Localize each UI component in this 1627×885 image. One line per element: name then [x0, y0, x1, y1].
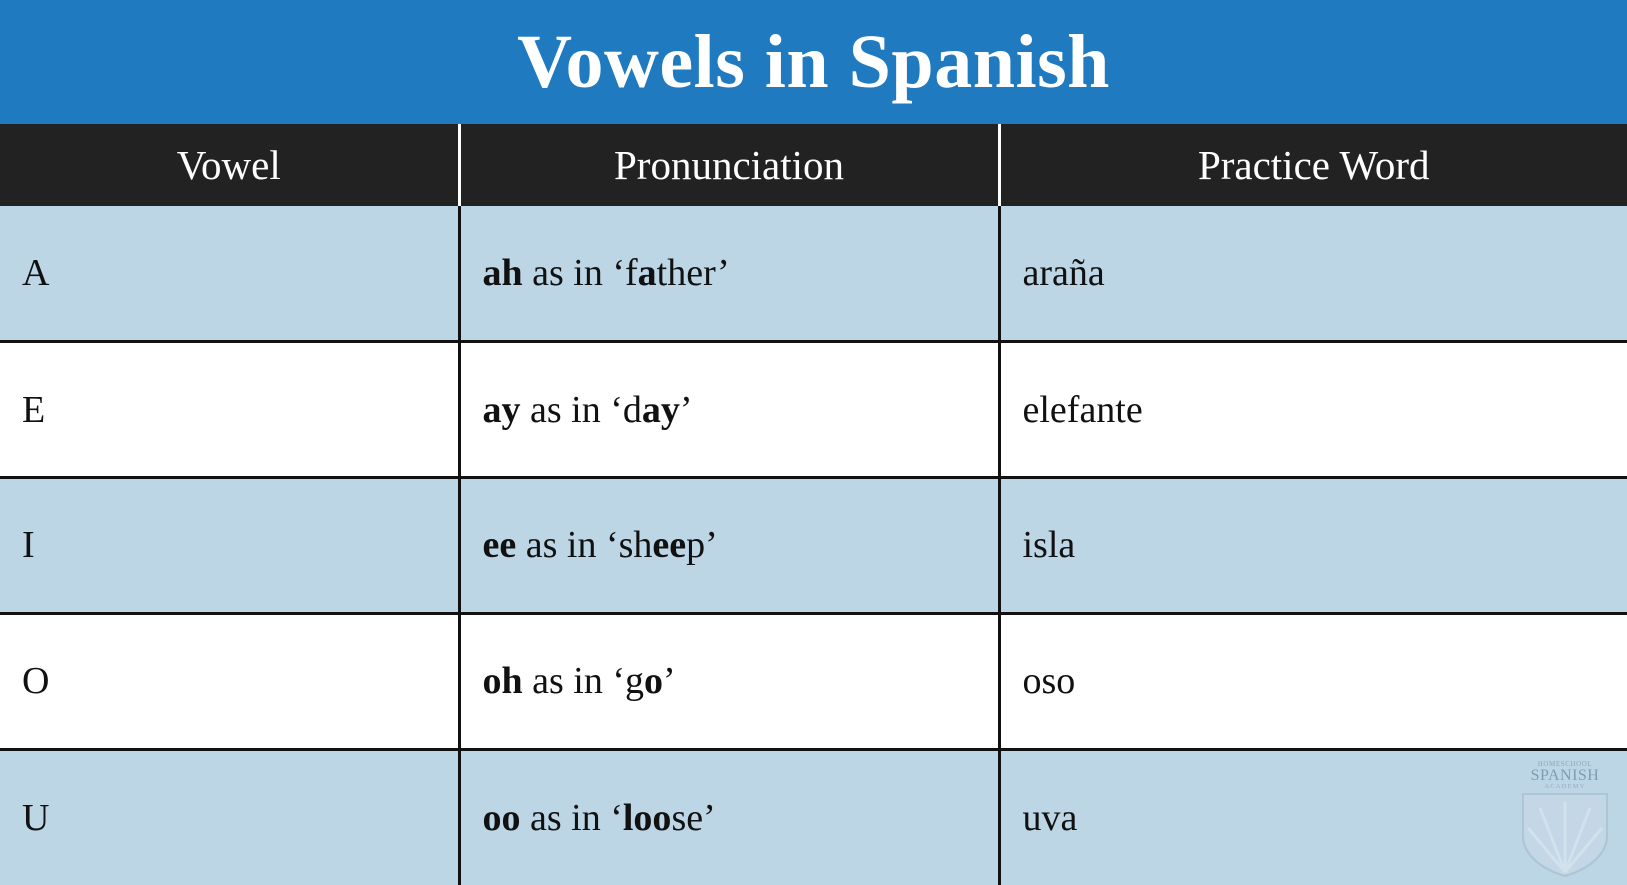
table-header-row	[0, 124, 1627, 206]
pron-bold: oo	[482, 796, 521, 839]
pron-bold-2: o	[644, 660, 664, 703]
pron-bold: ah	[482, 252, 523, 295]
column-header-vowel: Vowel	[0, 124, 459, 206]
cell-pronunciation	[459, 342, 999, 478]
pron-rest: as in ‘sh	[516, 524, 653, 567]
pron-tail: se’	[671, 796, 716, 839]
cell-practice-word: araña	[999, 206, 1627, 342]
cell-practice-word: oso	[999, 613, 1627, 749]
cell-vowel: E	[0, 342, 459, 478]
pron-bold-2: a	[637, 252, 657, 295]
table-body	[0, 206, 1627, 885]
table-header	[0, 124, 1627, 206]
pron-rest: as in ‘g	[522, 660, 645, 703]
table-row	[0, 206, 1627, 342]
vowels-table	[0, 124, 1627, 885]
pron-bold-2: ee	[652, 524, 687, 567]
table-row	[0, 342, 1627, 478]
cell-pronunciation	[459, 749, 999, 885]
cell-pronunciation	[459, 613, 999, 749]
logo-line-3: ACADEMY	[1544, 783, 1586, 790]
pron-bold-2: ay	[641, 388, 680, 431]
cell-vowel: U	[0, 749, 459, 885]
pron-tail: ’	[663, 660, 676, 703]
cell-practice-word: isla	[999, 478, 1627, 614]
cell-vowel: I	[0, 478, 459, 614]
pron-rest: as in ‘f	[522, 252, 638, 295]
logo-line-1: HOMESCHOOL	[1537, 760, 1593, 768]
title-banner	[0, 0, 1627, 124]
pron-rest: as in ‘	[520, 796, 623, 839]
pron-bold-2: loo	[622, 796, 672, 839]
pron-rest: as in ‘d	[520, 388, 642, 431]
cell-pronunciation	[459, 206, 999, 342]
pron-bold: ee	[482, 524, 517, 567]
table-row	[0, 613, 1627, 749]
column-header-practice-word: Practice Word	[999, 124, 1627, 206]
cell-vowel: O	[0, 613, 459, 749]
cell-pronunciation	[459, 478, 999, 614]
cell-practice-word: uva	[999, 749, 1627, 885]
pron-bold: ay	[482, 388, 521, 431]
pron-bold: oh	[482, 660, 523, 703]
page-title: Vowels in Spanish	[517, 20, 1110, 104]
logo-line-2: SPANISH	[1530, 767, 1600, 784]
cell-vowel: A	[0, 206, 459, 342]
cell-practice-word: elefante	[999, 342, 1627, 478]
table-row	[0, 478, 1627, 614]
table-row	[0, 749, 1627, 885]
pron-tail: ther’	[656, 252, 730, 295]
pron-tail: ’	[679, 388, 693, 431]
pron-tail: p’	[686, 524, 718, 567]
column-header-pronunciation: Pronunciation	[459, 124, 999, 206]
